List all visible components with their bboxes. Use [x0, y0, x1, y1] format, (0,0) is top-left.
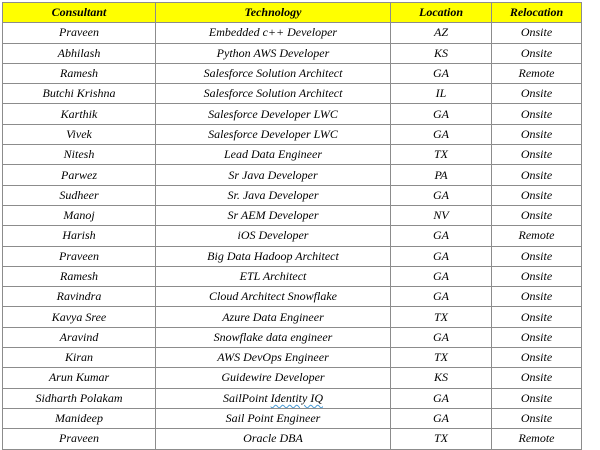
cell-relocation: Onsite: [492, 408, 582, 428]
cell-relocation: Onsite: [492, 266, 582, 286]
cell-relocation: Onsite: [492, 307, 582, 327]
cell-technology: Python AWS Developer: [156, 43, 391, 63]
cell-location: GA: [391, 388, 492, 408]
cell-relocation: Onsite: [492, 368, 582, 388]
header-consultant: Consultant: [3, 3, 156, 23]
cell-consultant: Ramesh: [3, 63, 156, 83]
cell-relocation: Onsite: [492, 205, 582, 225]
cell-relocation: Onsite: [492, 23, 582, 43]
cell-technology: Salesforce Solution Architect: [156, 63, 391, 83]
cell-technology: Embedded c++ Developer: [156, 23, 391, 43]
table-row: [3, 348, 582, 368]
cell-consultant: Kavya Sree: [3, 307, 156, 327]
cell-technology: Guidewire Developer: [156, 368, 391, 388]
cell-relocation: Onsite: [492, 287, 582, 307]
cell-location: GA: [391, 185, 492, 205]
cell-location: IL: [391, 84, 492, 104]
cell-technology: ETL Architect: [156, 266, 391, 286]
table-row: [3, 165, 582, 185]
table-row: [3, 266, 582, 286]
cell-consultant: Praveen: [3, 23, 156, 43]
table-row: [3, 226, 582, 246]
cell-location: NV: [391, 205, 492, 225]
cell-technology: Oracle DBA: [156, 429, 391, 449]
cell-location: TX: [391, 348, 492, 368]
table-row: [3, 429, 582, 449]
cell-location: AZ: [391, 23, 492, 43]
cell-consultant: Aravind: [3, 327, 156, 347]
cell-relocation: Onsite: [492, 43, 582, 63]
cell-location: PA: [391, 165, 492, 185]
cell-technology: Lead Data Engineer: [156, 145, 391, 165]
cell-consultant: Abhilash: [3, 43, 156, 63]
cell-consultant: Kiran: [3, 348, 156, 368]
cell-location: TX: [391, 145, 492, 165]
header-row: [3, 3, 582, 23]
cell-relocation: Remote: [492, 226, 582, 246]
cell-relocation: Onsite: [492, 185, 582, 205]
cell-location: GA: [391, 327, 492, 347]
cell-consultant: Sidharth Polakam: [3, 388, 156, 408]
cell-location: TX: [391, 307, 492, 327]
cell-consultant: Manoj: [3, 205, 156, 225]
cell-relocation: Onsite: [492, 327, 582, 347]
header-technology: Technology: [156, 3, 391, 23]
table-row: [3, 104, 582, 124]
table-row: [3, 23, 582, 43]
table-row: [3, 43, 582, 63]
cell-location: GA: [391, 104, 492, 124]
table-row: [3, 185, 582, 205]
table-row: [3, 205, 582, 225]
technology-text: SailPoint: [223, 390, 271, 405]
cell-relocation: Onsite: [492, 388, 582, 408]
cell-relocation: Onsite: [492, 104, 582, 124]
cell-location: GA: [391, 63, 492, 83]
table-row: [3, 408, 582, 428]
table-row: [3, 327, 582, 347]
cell-consultant: Harish: [3, 226, 156, 246]
table-row: [3, 246, 582, 266]
header-relocation: Relocation: [492, 3, 582, 23]
cell-consultant: Arun Kumar: [3, 368, 156, 388]
cell-relocation: Onsite: [492, 145, 582, 165]
cell-relocation: Remote: [492, 429, 582, 449]
header-location: Location: [391, 3, 492, 23]
cell-relocation: Onsite: [492, 246, 582, 266]
cell-technology: Salesforce Solution Architect: [156, 84, 391, 104]
cell-technology: AWS DevOps Engineer: [156, 348, 391, 368]
cell-technology: [156, 388, 391, 408]
cell-location: GA: [391, 287, 492, 307]
consultants-table: [2, 2, 582, 450]
table-body: [3, 23, 582, 449]
table-row: [3, 124, 582, 144]
cell-location: KS: [391, 368, 492, 388]
cell-relocation: Onsite: [492, 165, 582, 185]
cell-location: GA: [391, 408, 492, 428]
cell-location: GA: [391, 266, 492, 286]
table-row: [3, 388, 582, 408]
cell-relocation: Onsite: [492, 84, 582, 104]
cell-technology: Salesforce Developer LWC: [156, 124, 391, 144]
cell-location: TX: [391, 429, 492, 449]
cell-technology: Cloud Architect Snowflake: [156, 287, 391, 307]
cell-consultant: Ramesh: [3, 266, 156, 286]
cell-technology: Salesforce Developer LWC: [156, 104, 391, 124]
table-row: [3, 287, 582, 307]
cell-relocation: Onsite: [492, 348, 582, 368]
cell-technology: iOS Developer: [156, 226, 391, 246]
cell-technology: Sail Point Engineer: [156, 408, 391, 428]
cell-location: GA: [391, 124, 492, 144]
cell-consultant: Nitesh: [3, 145, 156, 165]
cell-technology: Azure Data Engineer: [156, 307, 391, 327]
cell-consultant: Praveen: [3, 429, 156, 449]
cell-consultant: Sudheer: [3, 185, 156, 205]
table-row: [3, 84, 582, 104]
cell-consultant: Parwez: [3, 165, 156, 185]
cell-consultant: Praveen: [3, 246, 156, 266]
cell-technology: Big Data Hadoop Architect: [156, 246, 391, 266]
cell-consultant: Karthik: [3, 104, 156, 124]
cell-consultant: Manideep: [3, 408, 156, 428]
cell-technology: Snowflake data engineer: [156, 327, 391, 347]
cell-consultant: Vivek: [3, 124, 156, 144]
spellcheck-flagged-text: Identity IQ: [270, 390, 323, 405]
cell-location: GA: [391, 246, 492, 266]
table-row: [3, 63, 582, 83]
table-row: [3, 368, 582, 388]
table-row: [3, 145, 582, 165]
cell-consultant: Butchi Krishna: [3, 84, 156, 104]
table-row: [3, 307, 582, 327]
cell-technology: Sr. Java Developer: [156, 185, 391, 205]
cell-relocation: Remote: [492, 63, 582, 83]
cell-technology: Sr Java Developer: [156, 165, 391, 185]
cell-location: KS: [391, 43, 492, 63]
cell-consultant: Ravindra: [3, 287, 156, 307]
cell-technology: Sr AEM Developer: [156, 205, 391, 225]
cell-location: GA: [391, 226, 492, 246]
cell-relocation: Onsite: [492, 124, 582, 144]
